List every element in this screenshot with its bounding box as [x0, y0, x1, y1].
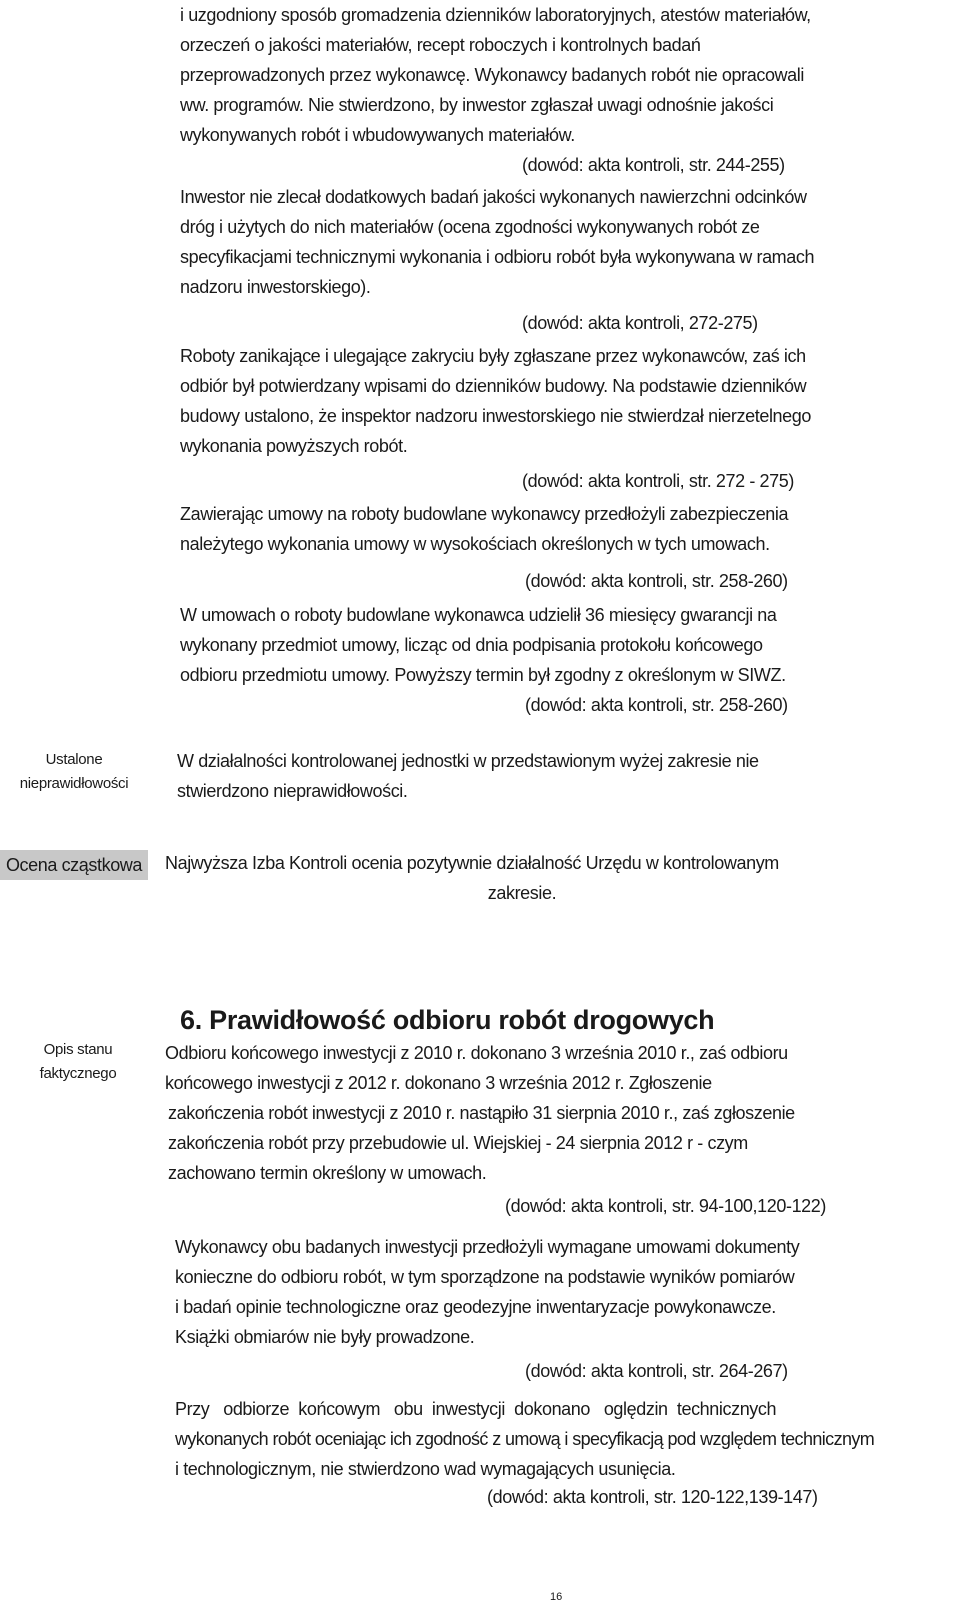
- text-line: należytego wykonania umowy w wysokościach określonych w tych umowach.: [180, 534, 770, 554]
- evidence-reference: (dowód: akta kontroli, str. 264-267): [525, 1361, 788, 1381]
- text-line: Zawierając umowy na roboty budowlane wykonawcy przedłożyli zabezpieczenia: [180, 504, 789, 524]
- paragraph-quality-records: [180, 0, 811, 150]
- text-line: końcowego inwestycji z 2012 r. dokonano 3 września 2012 r. Zgłoszenie: [165, 1073, 712, 1093]
- text-line: ww. programów. Nie stwierdzono, by inwestor zgłaszał uwagi odnośnie jakości: [180, 95, 774, 115]
- paragraph-hidden-works: [180, 341, 811, 461]
- text-line: wykonania powyższych robót.: [180, 436, 408, 456]
- text-line: zakończenia robót inwestycji z 2010 r. nastąpiło 31 sierpnia 2010 r., zaś zgłoszenie: [168, 1103, 795, 1123]
- partial-assessment-text: [165, 848, 879, 908]
- text-line: i technologicznym, nie stwierdzono wad wymagających usunięcia.: [175, 1459, 676, 1479]
- text-line: specyfikacjami technicznymi wykonania i odbioru robót była wykonywana w ramach: [180, 247, 815, 267]
- text-line: orzeczeń o jakości materiałów, recept roboczych i kontrolnych badań: [180, 35, 701, 55]
- section-heading: 6. Prawidłowość odbioru robót drogowych: [180, 1005, 715, 1035]
- evidence-reference: (dowód: akta kontroli, str. 272 - 275): [522, 471, 794, 491]
- text-line: stwierdzono nieprawidłowości.: [177, 781, 408, 801]
- text-line: zakresie.: [487, 883, 557, 903]
- side-label-line: Ustalone: [45, 751, 103, 768]
- paragraph-security-deposit: [180, 499, 788, 559]
- evidence-reference: (dowód: akta kontroli, 272-275): [522, 313, 758, 333]
- text-line: zakończenia robót przy przebudowie ul. Wiejskiej - 24 sierpnia 2012 r - czym: [168, 1133, 748, 1153]
- text-line: Roboty zanikające i ulegające zakryciu były zgłaszane przez wykonawców, zaś ich: [180, 346, 806, 366]
- evidence-reference: (dowód: akta kontroli, str. 258-260): [525, 695, 788, 715]
- text-line: przeprowadzonych przez wykonawcę. Wykonawcy badanych robót nie opracowali: [180, 65, 804, 85]
- evidence-reference: (dowód: akta kontroli, str. 244-255): [522, 155, 785, 175]
- text-line: i uzgodniony sposób gromadzenia dzienników laboratoryjnych, atestów materiałów,: [180, 5, 811, 25]
- text-line: wykonywanych robót i wbudowywanych materiałów.: [180, 125, 575, 145]
- text-line: Wykonawcy obu badanych inwestycji przedłożyli wymagane umowami dokumenty: [175, 1237, 800, 1257]
- text-line: Przy odbiorze końcowym obu inwestycji dokonano oględzin technicznych: [175, 1399, 777, 1419]
- text-line: budowy ustalono, że inspektor nadzoru inwestorskiego nie stwierdzał nierzetelnego: [180, 406, 811, 426]
- side-label-irregularities: [0, 748, 148, 796]
- text-line: nadzoru inwestorskiego).: [180, 277, 371, 297]
- evidence-reference: (dowód: akta kontroli, str. 258-260): [525, 571, 788, 591]
- text-line: konieczne do odbioru robót, w tym sporządzone na podstawie wyników pomiarów: [175, 1267, 795, 1287]
- partial-assessment-label: Ocena cząstkowa: [0, 850, 148, 880]
- paragraph-technical-inspection: [175, 1394, 874, 1484]
- text-line: wykonanych robót oceniając ich zgodność z umową i specyfikacją pod względem technicznym: [175, 1429, 875, 1449]
- side-label-line: Opis stanu: [43, 1041, 113, 1058]
- page-number: 16: [550, 1591, 563, 1603]
- paragraph-contractor-documents: [175, 1232, 799, 1352]
- text-line: Inwestor nie zlecał dodatkowych badań jakości wykonanych nawierzchni odcinków: [180, 187, 807, 207]
- paragraph-final-acceptance: [165, 1038, 795, 1188]
- text-line: i badań opinie technologiczne oraz geodezyjne inwentaryzacje powykonawcze.: [175, 1297, 776, 1317]
- paragraph-warranty: [180, 600, 786, 690]
- text-line: dróg i użytych do nich materiałów (ocena zgodności wykonywanych robót ze: [180, 217, 760, 237]
- text-line: wykonany przedmiot umowy, licząc od dnia podpisania protokołu końcowego: [180, 635, 763, 655]
- text-line: Książki obmiarów nie były prowadzone.: [175, 1327, 475, 1347]
- evidence-reference: (dowód: akta kontroli, str. 120-122,139-147): [487, 1487, 818, 1507]
- evidence-reference: (dowód: akta kontroli, str. 94-100,120-122): [505, 1196, 826, 1216]
- paragraph-additional-tests: [180, 182, 814, 302]
- text-line: zachowano termin określony w umowach.: [168, 1163, 487, 1183]
- text-line: odbiór był potwierdzany wpisami do dzienników budowy. Na podstawie dzienników: [180, 376, 807, 396]
- side-label-line: faktycznego: [39, 1065, 117, 1082]
- text-line: odbioru przedmiotu umowy. Powyższy termin był zgodny z określonym w SIWZ.: [180, 665, 786, 685]
- paragraph-no-irregularities: [177, 746, 759, 806]
- text-line: Odbioru końcowego inwestycji z 2010 r. dokonano 3 września 2010 r., zaś odbioru: [165, 1043, 788, 1063]
- side-label-line: nieprawidłowości: [19, 775, 129, 792]
- text-line: W umowach o roboty budowlane wykonawca udzielił 36 miesięcy gwarancji na: [180, 605, 777, 625]
- text-line: Najwyższa Izba Kontroli ocenia pozytywnie działalność Urzędu w kontrolowanym: [165, 853, 779, 873]
- side-label-factual-state: [0, 1038, 156, 1086]
- text-line: W działalności kontrolowanej jednostki w przedstawionym wyżej zakresie nie: [177, 751, 759, 771]
